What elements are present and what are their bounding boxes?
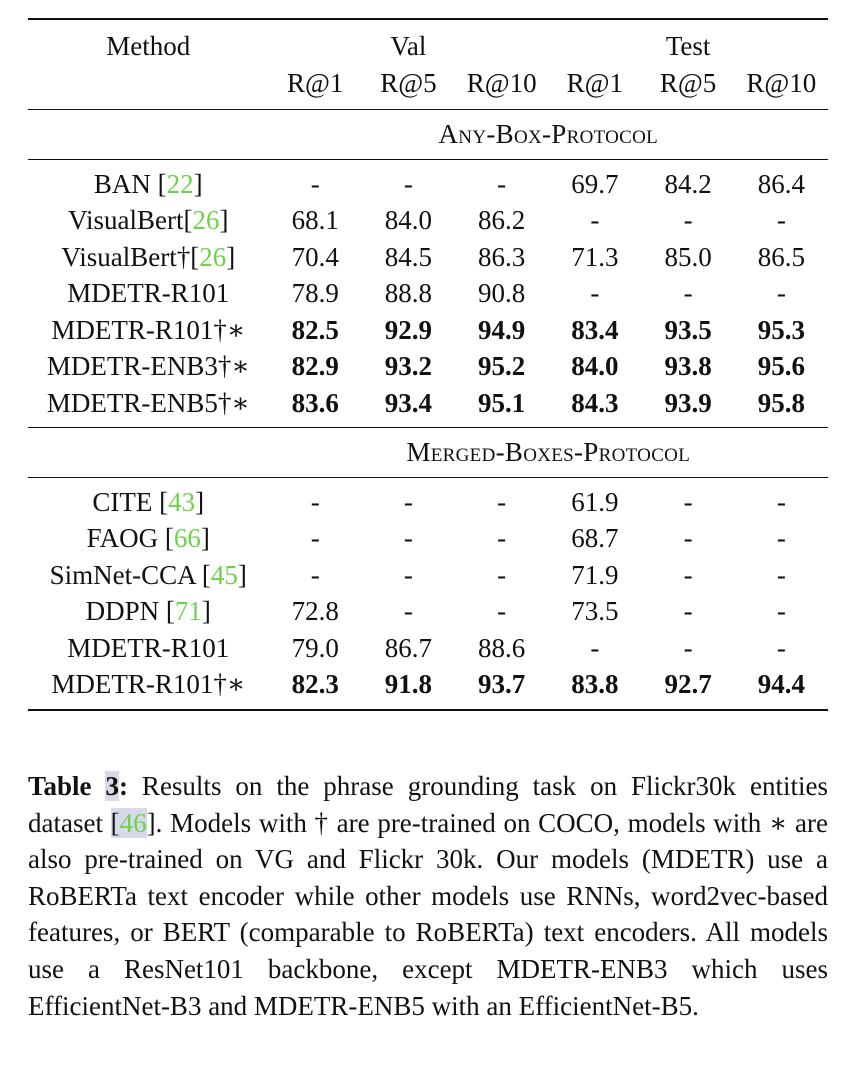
results-table bbox=[28, 18, 828, 711]
value-cell: - bbox=[403, 486, 413, 517]
method-cell: MDETR-R101 bbox=[67, 278, 230, 308]
value-cell: - bbox=[776, 596, 786, 626]
method-cell: FAOG [66] bbox=[86, 523, 210, 553]
table-row bbox=[28, 557, 828, 594]
header-row-metrics bbox=[28, 65, 828, 110]
value-cell: - bbox=[683, 486, 693, 517]
value-cell: - bbox=[683, 632, 693, 663]
value-cell: - bbox=[310, 168, 320, 199]
table-row bbox=[28, 312, 828, 349]
value-cell: 79.0 bbox=[291, 632, 339, 663]
value-cell: - bbox=[683, 596, 693, 626]
header-group-val: Val bbox=[390, 31, 427, 61]
citation-link[interactable]: 43 bbox=[168, 486, 196, 517]
table-row bbox=[28, 385, 828, 428]
value-cell: 93.9 bbox=[664, 387, 712, 418]
value-cell: - bbox=[683, 278, 693, 308]
value-cell: 84.5 bbox=[384, 241, 433, 272]
value-cell: - bbox=[497, 486, 507, 517]
value-cell: - bbox=[776, 278, 786, 308]
method-cell: MDETR-ENB5†∗ bbox=[46, 387, 250, 418]
table-row bbox=[28, 275, 828, 312]
value-cell: 93.8 bbox=[664, 351, 712, 381]
table-row bbox=[28, 202, 828, 239]
header-metric: R@5 bbox=[659, 67, 717, 98]
value-cell: 86.3 bbox=[478, 241, 526, 272]
value-cell: - bbox=[310, 523, 320, 553]
value-cell: - bbox=[497, 523, 507, 553]
section-title: Merged-Boxes-Protocol bbox=[406, 437, 691, 467]
value-cell: 82.5 bbox=[291, 314, 339, 345]
caption-text: . Models with † are pre-trained on COCO, models with ∗ are also pre-trained on VG and Flickr 30k. Our models (MDETR) use a RoBERTa text encoder while other models use RNNs, word2vec-based features, or BERT (comparable to RoBERTa) text encoders. All models use a ResNet101 backbone, except MDETR-ENB3 which uses EfficientNet-B3 and MDETR-ENB5 with an EfficientNet-B5. bbox=[28, 807, 828, 1021]
value-cell: - bbox=[683, 523, 693, 553]
citation-link[interactable]: 26 bbox=[192, 205, 220, 235]
caption-label: Table 3: bbox=[28, 771, 128, 801]
value-cell: 95.1 bbox=[478, 387, 526, 418]
header-metric: R@1 bbox=[566, 67, 624, 98]
value-cell: 84.3 bbox=[571, 387, 619, 418]
caption-text: Results on the phrase grounding task on Flickr30k entities dataset bbox=[28, 771, 828, 838]
value-cell: 94.4 bbox=[757, 669, 805, 699]
method-cell: MDETR-R101†∗ bbox=[51, 669, 246, 699]
value-cell: 84.0 bbox=[571, 351, 619, 381]
table-number-link[interactable]: 3 bbox=[105, 771, 119, 801]
value-cell: 95.6 bbox=[757, 351, 805, 381]
header-empty bbox=[28, 65, 269, 110]
value-cell: 68.7 bbox=[571, 523, 619, 553]
table-body bbox=[28, 110, 828, 710]
value-cell: 92.9 bbox=[384, 314, 433, 345]
header-method: Method bbox=[106, 31, 191, 61]
method-cell: BAN [22] bbox=[93, 168, 203, 199]
citation-link[interactable]: 66 bbox=[173, 523, 201, 553]
header-metric: R@10 bbox=[466, 67, 537, 98]
value-cell: - bbox=[403, 559, 413, 590]
table-row bbox=[28, 666, 828, 710]
value-cell: 88.8 bbox=[384, 278, 433, 308]
table-row bbox=[28, 159, 828, 202]
value-cell: 90.8 bbox=[478, 278, 526, 308]
value-cell: 85.0 bbox=[664, 241, 712, 272]
value-cell: 71.3 bbox=[571, 241, 619, 272]
header-metric: R@10 bbox=[746, 67, 817, 98]
value-cell: - bbox=[776, 559, 786, 590]
value-cell: 70.4 bbox=[291, 241, 339, 272]
value-cell: 93.7 bbox=[478, 669, 526, 699]
value-cell: 82.3 bbox=[291, 669, 339, 699]
value-cell: 93.4 bbox=[384, 387, 433, 418]
value-cell: 95.3 bbox=[757, 314, 805, 345]
value-cell: 92.7 bbox=[664, 669, 712, 699]
table-row bbox=[28, 477, 828, 520]
value-cell: 88.6 bbox=[478, 632, 526, 663]
value-cell: 69.7 bbox=[571, 168, 619, 199]
value-cell: 86.2 bbox=[478, 205, 526, 235]
value-cell: - bbox=[403, 168, 413, 199]
value-cell: - bbox=[497, 168, 507, 199]
value-cell: 73.5 bbox=[571, 596, 619, 626]
value-cell: 86.7 bbox=[384, 632, 433, 663]
method-cell: MDETR-ENB3†∗ bbox=[46, 351, 250, 381]
table-row bbox=[28, 593, 828, 630]
value-cell: 84.2 bbox=[664, 168, 712, 199]
value-cell: - bbox=[403, 523, 413, 553]
section-title: Any-Box-Protocol bbox=[438, 119, 659, 149]
value-cell: 78.9 bbox=[291, 278, 339, 308]
table-row bbox=[28, 348, 828, 385]
value-cell: 68.1 bbox=[291, 205, 339, 235]
value-cell: - bbox=[590, 278, 600, 308]
value-cell: 83.6 bbox=[291, 387, 339, 418]
method-cell: CITE [43] bbox=[92, 486, 205, 517]
value-cell: 83.4 bbox=[571, 314, 619, 345]
value-cell: - bbox=[776, 205, 786, 235]
value-cell: - bbox=[310, 486, 320, 517]
method-cell: DDPN [71] bbox=[85, 596, 211, 626]
header-metric: R@5 bbox=[380, 67, 437, 98]
value-cell: 84.0 bbox=[384, 205, 433, 235]
value-cell: 86.4 bbox=[757, 168, 805, 199]
section-header-row bbox=[28, 428, 828, 478]
table-caption: Table 3: Results on the phrase grounding task on Flickr30k entities dataset [46]. Models with † are pre-trained on COCO, models with ∗ are also pre-trained on VG and Flickr 30k. Our models (MDETR) use a RoBERTa text encoder while other models use RNNs, word2vec-based features, or BERT (comparable to RoBERTa) text encoders. All models use a ResNet101 backbone, except MDETR-ENB3 which uses EfficientNet-B3 and MDETR-ENB5 with an EfficientNet-B5. bbox=[28, 771, 828, 1021]
value-cell: 93.5 bbox=[664, 314, 712, 345]
citation-link[interactable]: 22 bbox=[166, 168, 194, 199]
value-cell: - bbox=[776, 632, 786, 663]
value-cell: 61.9 bbox=[571, 486, 619, 517]
value-cell: 83.8 bbox=[571, 669, 619, 699]
header-group-test: Test bbox=[665, 31, 711, 61]
table-row bbox=[28, 239, 828, 276]
value-cell: - bbox=[683, 559, 693, 590]
value-cell: 93.2 bbox=[384, 351, 433, 381]
citation-link[interactable]: 45 bbox=[210, 559, 238, 590]
table-row bbox=[28, 630, 828, 667]
section-header-row bbox=[28, 110, 828, 160]
value-cell: - bbox=[776, 523, 786, 553]
value-cell: 91.8 bbox=[384, 669, 433, 699]
table-row bbox=[28, 520, 828, 557]
results-table-container bbox=[28, 18, 828, 711]
citation-link[interactable]: 26 bbox=[199, 241, 227, 272]
method-cell: MDETR-R101 bbox=[67, 632, 230, 663]
value-cell: 95.8 bbox=[757, 387, 805, 418]
header-row-groups bbox=[28, 19, 828, 65]
value-cell: 86.5 bbox=[757, 241, 805, 272]
value-cell: - bbox=[497, 596, 507, 626]
value-cell: - bbox=[590, 205, 600, 235]
value-cell: - bbox=[403, 596, 413, 626]
method-cell: VisualBert†[26] bbox=[61, 241, 236, 272]
value-cell: 94.9 bbox=[478, 314, 526, 345]
value-cell: - bbox=[683, 205, 693, 235]
value-cell: - bbox=[590, 632, 600, 663]
method-cell: VisualBert[26] bbox=[68, 205, 229, 235]
value-cell: 71.9 bbox=[571, 559, 619, 590]
value-cell: 72.8 bbox=[291, 596, 339, 626]
method-cell: SimNet-CCA [45] bbox=[49, 559, 247, 590]
value-cell: - bbox=[310, 559, 320, 590]
value-cell: 82.9 bbox=[291, 351, 339, 381]
citation-link[interactable]: 71 bbox=[174, 596, 202, 626]
value-cell: - bbox=[497, 559, 507, 590]
value-cell: 95.2 bbox=[478, 351, 526, 381]
citation-link[interactable]: [46 bbox=[110, 807, 147, 838]
value-cell: - bbox=[776, 486, 786, 517]
header-metric: R@1 bbox=[287, 67, 344, 98]
method-cell: MDETR-R101†∗ bbox=[51, 314, 246, 345]
